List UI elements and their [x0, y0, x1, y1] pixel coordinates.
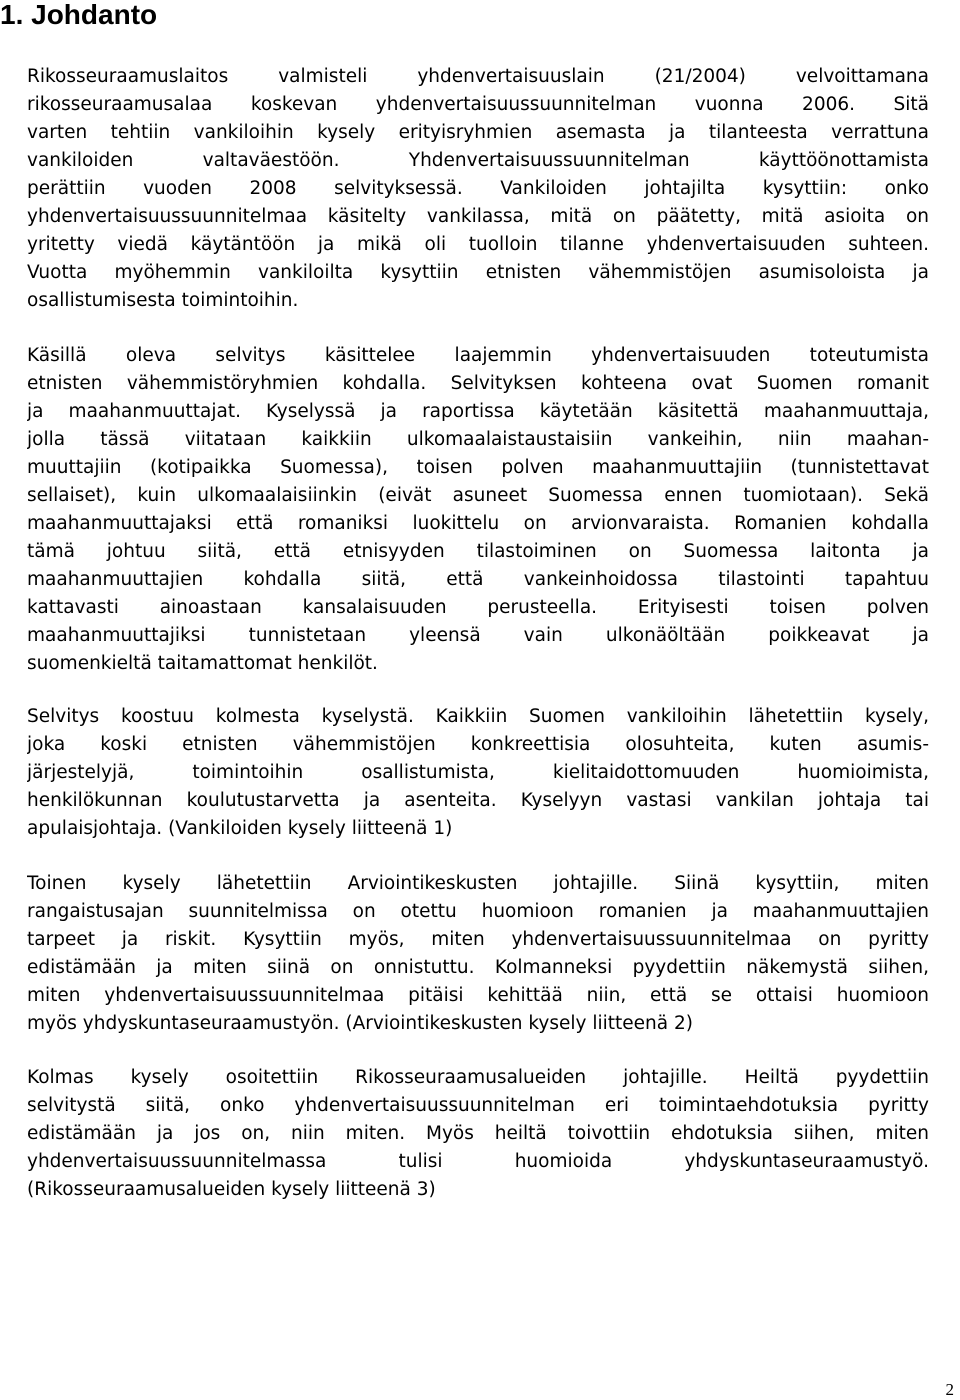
- text-line: muuttajiin (kotipaikka Suomessa), toisen polven maahanmuuttajiin (tunnistettavat: [27, 457, 929, 478]
- text-line: suomenkieltä taitamattomat henkilöt.: [27, 653, 378, 674]
- text-line: Kolmas kysely osoitettiin Rikosseuraamusalueiden johtajille. Heiltä pyydettiin: [27, 1067, 929, 1088]
- text-line: (Rikosseuraamusalueiden kysely liitteenä 3): [27, 1179, 436, 1200]
- text-line: miten yhdenvertaisuussuunnitelmaa pitäisi kehittää niin, että se ottaisi huomioon: [27, 985, 929, 1006]
- text-line: maahanmuuttajien kohdalla siitä, että vankeinhoidossa tilastointi tapahtuu: [27, 569, 929, 590]
- text-line: Rikosseuraamuslaitos valmisteli yhdenvertaisuuslain (21/2004) velvoittamana: [27, 66, 929, 87]
- text-line: yhdenvertaisuussuunnitelmaa käsitelty vankilassa, mitä on päätetty, mitä asioita on: [27, 206, 929, 227]
- text-line: perättiin vuoden 2008 selvityksessä. Vankiloiden johtajilta kysyttiin: onko: [27, 178, 929, 199]
- text-line: yhdenvertaisuussuunnitelmassa tulisi huomioida yhdyskuntaseuraamustyö.: [27, 1151, 929, 1172]
- text-line: Toinen kysely lähetettiin Arviointikeskusten johtajille. Siinä kysyttiin, miten: [27, 873, 929, 894]
- text-line: rangaistusajan suunnitelmissa on otettu huomioon romanien ja maahanmuuttajien: [27, 901, 929, 922]
- text-line: joka koski etnisten vähemmistöjen konkreettisia olosuhteita, kuten asumis-: [27, 734, 929, 755]
- text-line: myös yhdyskuntaseuraamustyön. (Arviointikeskusten kysely liitteenä 2): [27, 1013, 693, 1034]
- text-line: sellaiset), kuin ulkomaalaisiinkin (eivät asuneet Suomessa ennen tuomiotaan). Sekä: [27, 485, 929, 506]
- text-line: vankiloiden valtaväestöön. Yhdenvertaisuussuunnitelman käyttöönottamista: [27, 150, 929, 171]
- text-line: ja maahanmuuttajat. Kyselyssä ja raportissa käytetään käsitettä maahanmuuttaja,: [27, 401, 929, 422]
- text-line: maahanmuuttajaksi että romaniksi luokittelu on arvionvaraista. Romanien kohdalla: [27, 513, 929, 534]
- text-line: jolla tässä viitataan kaikkiin ulkomaalaistaustaisiin vankeihin, niin maahan-: [27, 429, 929, 450]
- paragraph-4: [27, 870, 929, 1038]
- text-line: varten tehtiin vankiloihin kysely erityisryhmien asemasta ja tilanteesta verrattuna: [27, 122, 929, 143]
- text-line: rikosseuraamusalaa koskevan yhdenvertaisuussuunnitelman vuonna 2006. Sitä: [27, 94, 929, 115]
- text-line: maahanmuuttajiksi tunnistetaan yleensä vain ulkonäöltään poikkeavat ja: [27, 625, 929, 646]
- text-line: tämä johtuu siitä, että etnisyyden tilastoiminen on Suomessa laitonta ja: [27, 541, 929, 562]
- text-line: etnisten vähemmistöryhmien kohdalla. Selvityksen kohteena ovat Suomen romanit: [27, 373, 929, 394]
- text-line: osallistumisesta toimintoihin.: [27, 290, 299, 311]
- text-line: järjestelyjä, toimintoihin osallistumista, kielitaidottomuuden huomioimista,: [27, 762, 929, 783]
- text-line: tarpeet ja riskit. Kysyttiin myös, miten yhdenvertaisuussuunnitelmaa on pyritty: [27, 929, 929, 950]
- text-line: selvitystä siitä, onko yhdenvertaisuussuunnitelman eri toimintaehdotuksia pyritty: [27, 1095, 929, 1116]
- paragraph-2: [27, 342, 929, 678]
- text-line: edistämään ja jos on, niin miten. Myös heiltä toivottiin ehdotuksia siihen, miten: [27, 1123, 929, 1144]
- text-line: Selvitys koostuu kolmesta kyselystä. Kaikkiin Suomen vankiloihin lähetettiin kysely,: [27, 706, 929, 727]
- text-line: yritetty viedä käytäntöön ja mikä oli tuolloin tilanne yhdenvertaisuuden suhteen.: [27, 234, 929, 255]
- text-line: kattavasti ainoastaan kansalaisuuden perusteella. Erityisesti toisen polven: [27, 597, 929, 618]
- text-line: apulaisjohtaja. (Vankiloiden kysely liitteenä 1): [27, 818, 453, 839]
- text-line: henkilökunnan koulutustarvetta ja asenteita. Kyselyyn vastasi vankilan johtaja tai: [27, 790, 929, 811]
- text-line: Käsillä oleva selvitys käsittelee laajemmin yhdenvertaisuuden toteutumista: [27, 345, 929, 366]
- text-line: Vuotta myöhemmin vankiloilta kysyttiin etnisten vähemmistöjen asumisoloista ja: [27, 262, 929, 283]
- section-heading: 1. Johdanto: [0, 0, 158, 30]
- paragraph-5: [27, 1064, 929, 1204]
- text-line: edistämään ja miten siinä on onnistuttu. Kolmanneksi pyydettiin näkemystä siihen,: [27, 957, 929, 978]
- paragraph-3: [27, 703, 929, 843]
- paragraph-1: [27, 63, 929, 315]
- page-number: 2: [945, 1380, 954, 1399]
